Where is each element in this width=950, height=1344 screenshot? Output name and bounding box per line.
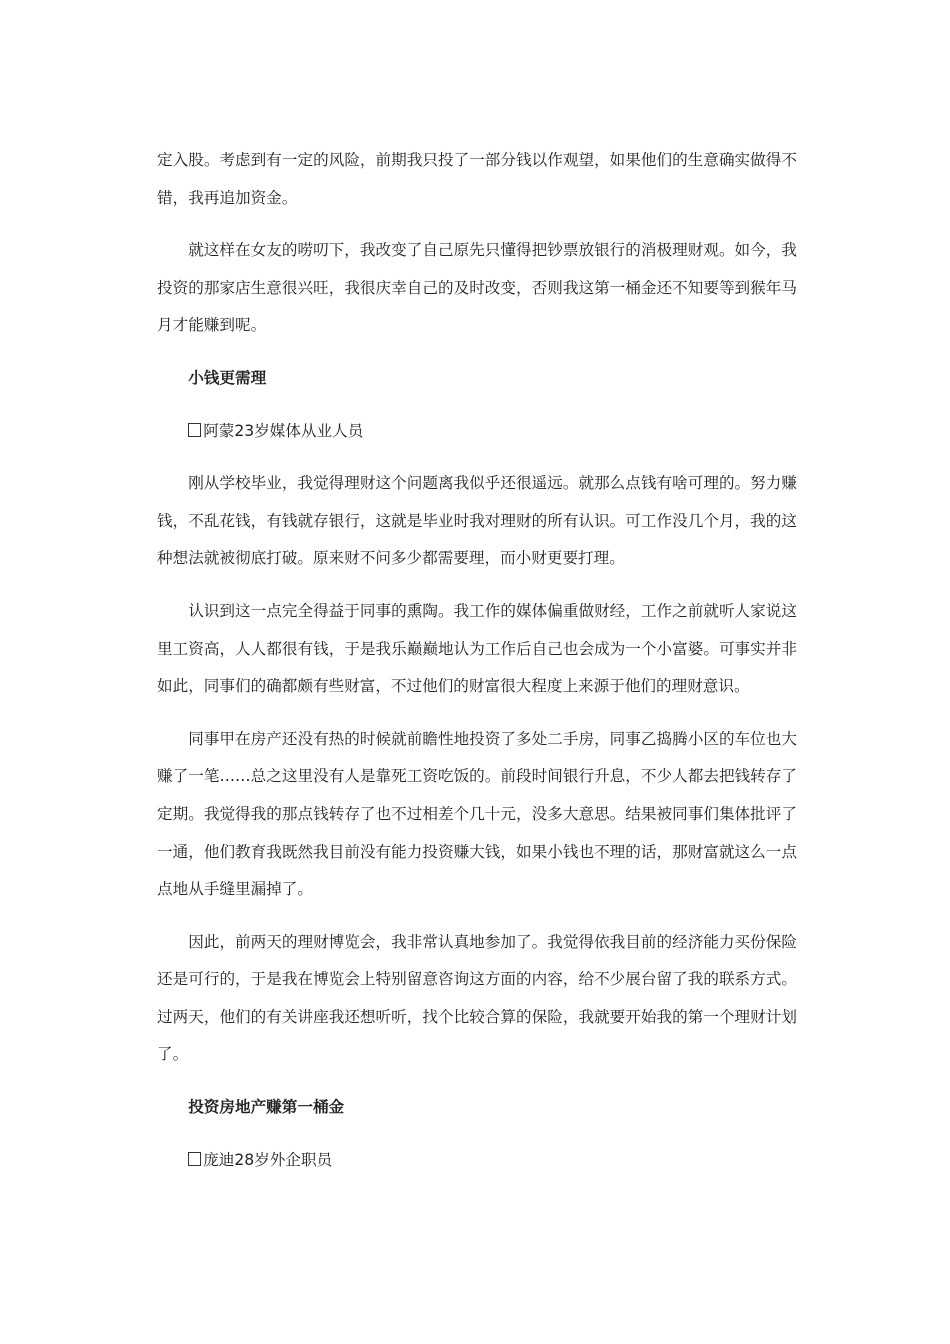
author-byline (157, 413, 797, 451)
paragraph: 认识到这一点完全得益于同事的熏陶。我工作的媒体偏重做财经，工作之前就听人家说这里工资高，人人都很有钱，于是我乐巅巅地认为工作后自己也会成为一个小富婆。可事实并非如此，同事们的确都颇有些财富，不过他们的财富很大程度上来源于他们的理财意识。 (157, 601, 797, 696)
checkbox-square-icon (188, 423, 201, 437)
paragraph-continued: 定入股。考虑到有一定的风险，前期我只投了一部分钱以作观望，如果他们的生意确实做得不错，我再追加资金。 (157, 151, 797, 207)
author-byline (157, 1142, 797, 1180)
document-page (157, 142, 797, 1194)
paragraph: 因此，前两天的理财博览会，我非常认真地参加了。我觉得依我目前的经济能力买份保险还是可行的，于是我在博览会上特别留意咨询这方面的内容，给不少展台留了我的联系方式。过两天，他们的有关讲座我还想听听，找个比较合算的保险，我就要开始我的第一个理财计划了。 (157, 932, 797, 1064)
byline-text: 阿蒙23岁媒体从业人员 (203, 421, 364, 440)
byline-text: 庞迪28岁外企职员 (203, 1150, 333, 1169)
section-heading: 投资房地产赚第一桶金 (188, 1098, 345, 1117)
paragraph: 就这样在女友的唠叨下，我改变了自己原先只懂得把钞票放银行的消极理财观。如今，我投资的那家店生意很兴旺，我很庆幸自己的及时改变，否则我这第一桶金还不知要等到猴年马月才能赚到呢。 (157, 241, 797, 335)
checkbox-square-icon (188, 1152, 201, 1166)
paragraph: 同事甲在房产还没有热的时候就前瞻性地投资了多处二手房，同事乙捣腾小区的车位也大赚了一笔……总之这里没有人是靠死工资吃饭的。前段时间银行升息，不少人都去把钱转存了定期。我觉得我的那点钱转存了也不过相差个几十元，没多大意思。结果被同事们集体批评了一通，他们教育我既然我目前没有能力投资赚大钱，如果小钱也不理的话，那财富就这么一点点地从手缝里漏掉了。 (157, 729, 797, 899)
section-heading: 小钱更需理 (188, 368, 267, 387)
paragraph: 刚从学校毕业，我觉得理财这个问题离我似乎还很遥远。就那么点钱有啥可理的。努力赚钱，不乱花钱，有钱就存银行，这就是毕业时我对理财的所有认识。可工作没几个月，我的这种想法就被彻底打破。原来财不问多少都需要理，而小财更要打理。 (157, 474, 797, 568)
